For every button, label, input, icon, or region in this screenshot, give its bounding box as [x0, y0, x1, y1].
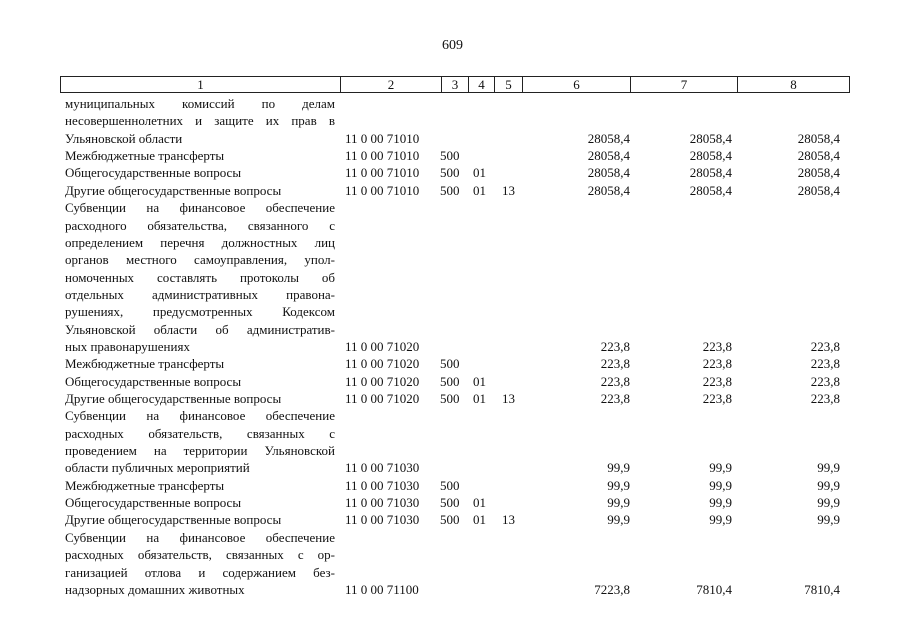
row-value-6: 223,8: [600, 338, 630, 354]
row-name: Субвенции на финансовое обеспечение: [65, 200, 335, 216]
row-value-7: 99,9: [709, 460, 732, 476]
row-target-code: 11 0 00 71030: [345, 495, 420, 511]
column-header-row: [60, 76, 850, 93]
row-target-code: 11 0 00 71010: [345, 182, 420, 198]
row-value-7: 28058,4: [689, 148, 732, 164]
row-value-6: 223,8: [600, 373, 630, 389]
row-section: 01: [473, 391, 486, 406]
row-value-6: 99,9: [607, 477, 630, 493]
row-expense-type: 500: [440, 477, 460, 493]
row-value-6: 28058,4: [587, 182, 630, 198]
column-header-2: 2: [341, 77, 442, 93]
row-section: 01: [473, 182, 486, 198]
row-value-8: 99,9: [817, 477, 840, 493]
row-expense-type: 500: [440, 182, 460, 198]
column-header-6: 6: [523, 77, 631, 93]
row-value-7: 99,9: [709, 512, 732, 528]
row-name: Межбюджетные трансферты: [65, 148, 225, 164]
row-name: Субвенции на финансовое обеспечение: [65, 408, 335, 424]
row-name: рушениях, предусмотренных Кодексом: [65, 304, 335, 320]
row-value-7: 223,8: [702, 356, 732, 372]
row-name: Ульяновской области об административ-: [65, 321, 335, 337]
row-expense-type: 500: [440, 512, 460, 528]
row-target-code: 11 0 00 71030: [345, 460, 420, 476]
row-expense-type: 500: [440, 165, 460, 181]
column-header-7: 7: [631, 77, 738, 93]
row-name: Другие общегосударственные вопросы: [65, 182, 282, 198]
row-target-code: 11 0 00 71010: [345, 148, 420, 164]
column-header-1: 1: [61, 77, 341, 93]
row-name: несовершеннолетних и защите их прав в: [65, 113, 335, 129]
row-target-code: 11 0 00 71030: [345, 512, 420, 528]
row-value-8: 99,9: [817, 495, 840, 511]
row-name: ганизацией отлова и содержанием без-: [65, 564, 335, 580]
row-target-code: 11 0 00 71030: [345, 477, 420, 493]
row-value-8: 99,9: [817, 460, 840, 476]
row-name: Общегосударственные вопросы: [65, 495, 242, 511]
row-name: ных правонарушениях: [65, 338, 190, 354]
row-section: 01: [473, 512, 486, 528]
row-value-8: 28058,4: [797, 148, 840, 164]
row-value-7: 99,9: [709, 495, 732, 511]
row-subsection: 13: [502, 512, 515, 528]
row-value-8: 223,8: [810, 373, 840, 389]
row-value-7: 223,8: [702, 373, 732, 389]
row-name: отдельных административных правона-: [65, 286, 335, 302]
row-target-code: 11 0 00 71020: [345, 391, 420, 406]
row-subsection: 13: [502, 182, 515, 198]
row-name: области публичных мероприятий: [65, 460, 250, 476]
row-value-8: 28058,4: [797, 130, 840, 146]
row-value-8: 28058,4: [797, 165, 840, 181]
row-target-code: 11 0 00 71100: [345, 581, 419, 597]
row-value-6: 99,9: [607, 460, 630, 476]
row-target-code: 11 0 00 71010: [345, 165, 420, 181]
row-name: муниципальных комиссий по делам: [65, 96, 335, 111]
row-section: 01: [473, 165, 486, 181]
row-section: 01: [473, 495, 486, 511]
row-name: Межбюджетные трансферты: [65, 356, 225, 372]
row-value-7: 7810,4: [696, 581, 732, 597]
row-name: расходных обязательств, связанных с: [65, 425, 335, 441]
column-header-4: 4: [469, 77, 495, 93]
row-value-6: 223,8: [600, 391, 630, 406]
row-name: Другие общегосударственные вопросы: [65, 391, 282, 406]
page-number: 609: [442, 38, 463, 53]
row-value-6: 99,9: [607, 512, 630, 528]
row-value-7: 28058,4: [689, 182, 732, 198]
row-name: Общегосударственные вопросы: [65, 165, 242, 181]
row-value-8: 223,8: [810, 391, 840, 406]
row-name: Ульяновской области: [65, 130, 183, 146]
row-value-8: 7810,4: [804, 581, 840, 597]
row-name: расходных обязательств, связанных с ор-: [65, 547, 335, 563]
row-target-code: 11 0 00 71020: [345, 356, 420, 372]
row-value-8: 99,9: [817, 512, 840, 528]
row-target-code: 11 0 00 71020: [345, 373, 420, 389]
row-expense-type: 500: [440, 373, 460, 389]
row-expense-type: 500: [440, 391, 460, 406]
column-header-8: 8: [738, 77, 850, 93]
row-name: органов местного самоуправления, упол-: [65, 252, 335, 268]
row-value-6: 223,8: [600, 356, 630, 372]
row-name: Межбюджетные трансферты: [65, 477, 225, 493]
row-value-6: 28058,4: [587, 148, 630, 164]
row-name: расходного обязательства, связанного с: [65, 217, 335, 233]
row-section: 01: [473, 373, 486, 389]
row-value-6: 99,9: [607, 495, 630, 511]
column-header-5: 5: [495, 77, 523, 93]
column-header-3: 3: [442, 77, 469, 93]
row-target-code: 11 0 00 71020: [345, 338, 420, 354]
row-name: надзорных домашних животных: [65, 581, 245, 597]
row-name: номоченных составлять протоколы об: [65, 269, 335, 285]
row-value-8: 223,8: [810, 338, 840, 354]
row-name: определением перечня должностных лиц: [65, 234, 335, 250]
row-value-6: 7223,8: [594, 581, 630, 597]
row-value-7: 28058,4: [689, 165, 732, 181]
row-name: Субвенции на финансовое обеспечение: [65, 529, 335, 545]
row-expense-type: 500: [440, 356, 460, 372]
row-expense-type: 500: [440, 495, 460, 511]
row-value-7: 223,8: [702, 391, 732, 406]
row-value-7: 99,9: [709, 477, 732, 493]
row-value-6: 28058,4: [587, 165, 630, 181]
row-expense-type: 500: [440, 148, 460, 164]
row-value-8: 223,8: [810, 356, 840, 372]
row-value-8: 28058,4: [797, 182, 840, 198]
row-name: Другие общегосударственные вопросы: [65, 512, 282, 528]
row-value-6: 28058,4: [587, 130, 630, 146]
row-name: проведением на территории Ульяновской: [65, 443, 335, 458]
row-value-7: 223,8: [702, 338, 732, 354]
row-name: Общегосударственные вопросы: [65, 373, 242, 389]
row-target-code: 11 0 00 71010: [345, 130, 420, 146]
row-value-7: 28058,4: [689, 130, 732, 146]
row-subsection: 13: [502, 391, 515, 406]
